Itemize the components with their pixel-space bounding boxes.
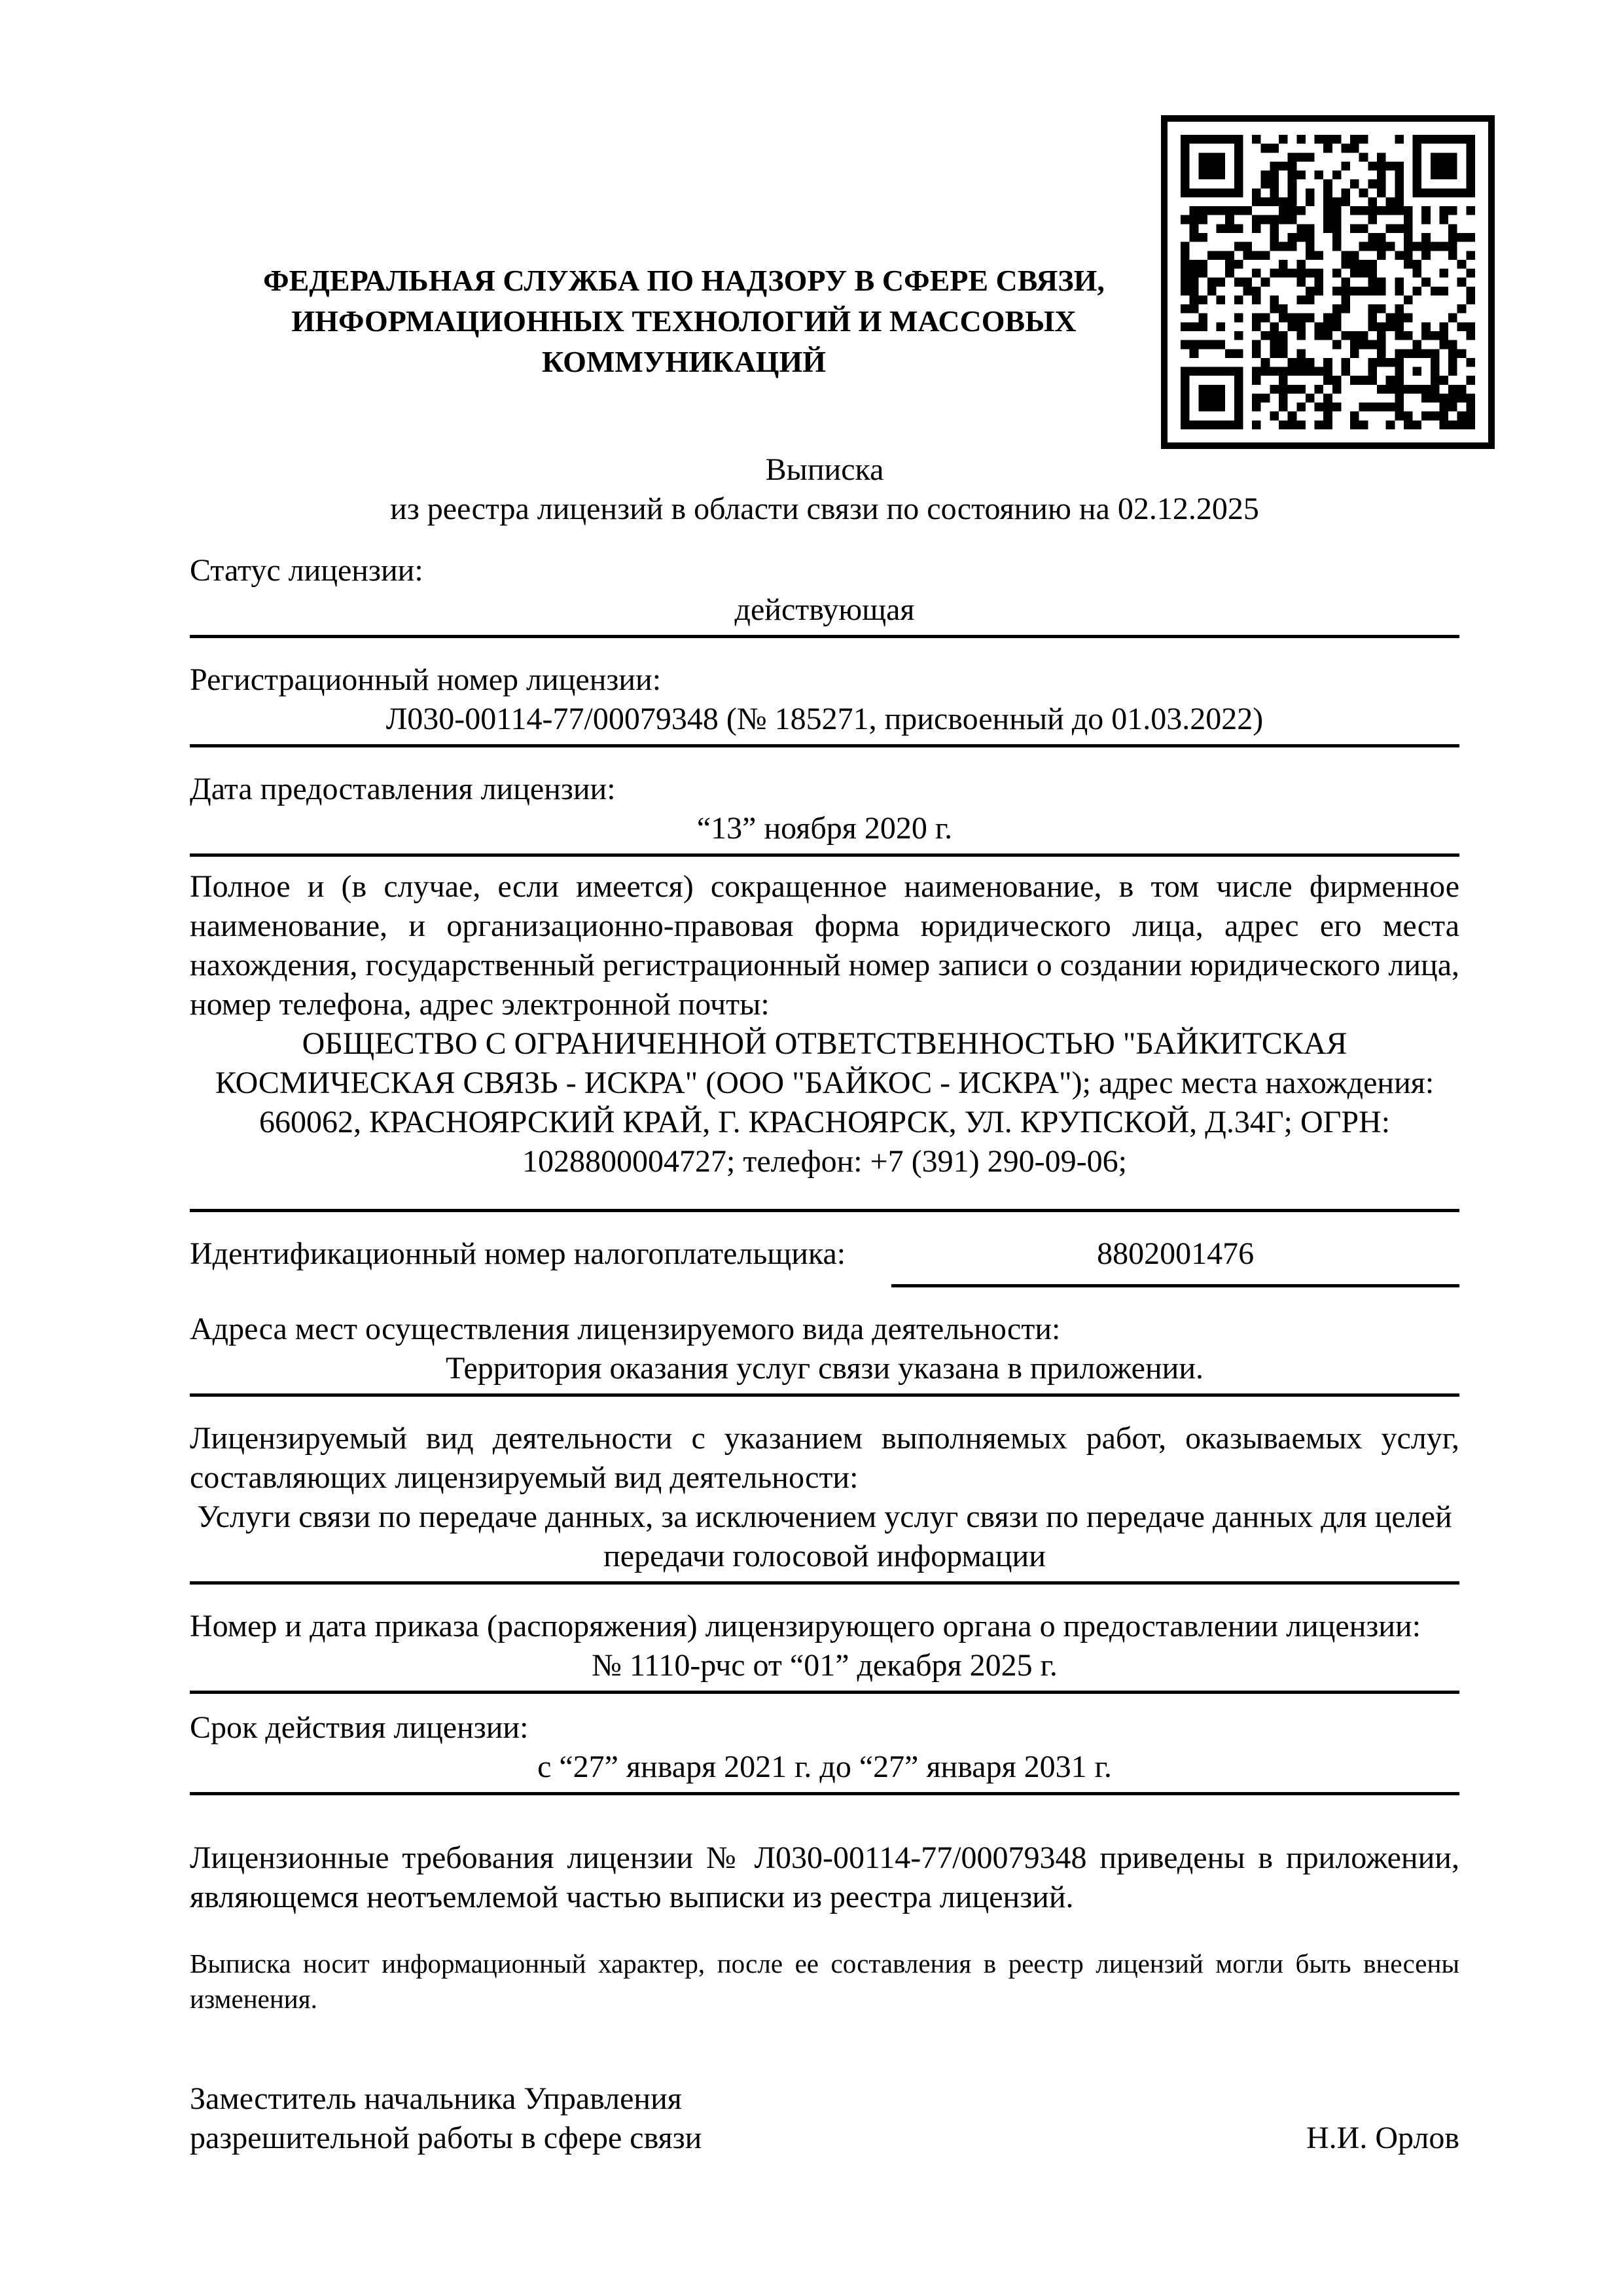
signature-block <box>190 2079 1459 2158</box>
addresses-value: Территория оказания услуг связи указана в приложении. <box>445 1351 1204 1386</box>
field-order <box>190 1607 1459 1694</box>
divider <box>190 1691 1459 1694</box>
inn-value: 8802001476 <box>891 1234 1459 1287</box>
qr-code <box>1161 115 1495 449</box>
divider <box>190 1792 1459 1795</box>
document-subtitle: из реестра лицензий в области связи по состоянию на 02.12.2025 <box>390 492 1259 526</box>
divider <box>190 1209 1459 1212</box>
grant-date-label: Дата предоставления лицензии: <box>190 772 616 806</box>
addresses-label: Адреса мест осуществления лицензируемого вида деятельности: <box>190 1312 1061 1346</box>
divider <box>190 744 1459 747</box>
signer-name: Н.И. Орлов <box>1306 2121 1459 2155</box>
grant-date-value: “13” ноября 2020 г. <box>696 811 953 846</box>
status-label: Статус лицензии: <box>190 553 423 588</box>
field-validity <box>190 1708 1459 1795</box>
activity-label: Лицензируемый вид деятельности с указанием выполняемых работ, оказываемых услуг, составляющих лицензируемый вид деятельности: <box>190 1421 1459 1495</box>
field-inn <box>190 1234 1459 1287</box>
informational-disclaimer: Выписка носит информационный характер, после ее составления в реестр лицензий могли быть внесены изменения. <box>190 1948 1459 2014</box>
status-value: действующая <box>734 592 915 627</box>
divider <box>190 853 1459 857</box>
activity-value: Услуги связи по передаче данных, за исключением услуг связи по передаче данных для целей передачи голосовой информации <box>197 1499 1452 1573</box>
license-requirements-note: Лицензионные требования лицензии № Л030-00114-77/00079348 приведены в приложении, являющемся неотъемлемой частью выписки из реестра лицензий. <box>190 1840 1459 1914</box>
agency-name: ФЕДЕРАЛЬНАЯ СЛУЖБА ПО НАДЗОРУ В СФЕРЕ СВЯЗИ, ИНФОРМАЦИОННЫХ ТЕХНОЛОГИЙ И МАССОВЫХ КОММУНИКАЦИЙ <box>263 264 1105 378</box>
field-grant-date <box>190 770 1459 857</box>
field-activity <box>190 1419 1459 1585</box>
signer-position: Заместитель начальника Управления разрешительной работы в сфере связи <box>190 2081 702 2155</box>
organization-label: Полное и (в случае, если имеется) сокращенное наименование, в том числе фирменное наименование, и организационно-правовая форма юридического лица, адрес его места нахождения, государственный регистрационный номер записи о создании юридического лица, номер телефона, адрес электронной почты: <box>190 869 1459 1022</box>
document-title: Выписка <box>765 452 884 487</box>
divider <box>190 1393 1459 1397</box>
field-addresses <box>190 1310 1459 1397</box>
order-value: № 1110-рчс от “01” декабря 2025 г. <box>592 1648 1058 1683</box>
field-organization <box>190 867 1459 1212</box>
registration-number-value: Л030-00114-77/00079348 (№ 185271, присвоенный до 01.03.2022) <box>385 702 1264 736</box>
validity-label: Срок действия лицензии: <box>190 1710 529 1745</box>
field-status <box>190 551 1459 638</box>
organization-value: ОБЩЕСТВО С ОГРАНИЧЕННОЙ ОТВЕТСТВЕННОСТЬЮ "БАЙКИТСКАЯ КОСМИЧЕСКАЯ СВЯЗЬ - ИСКРА" (ООО "БАЙКОС - ИСКРА"); адрес места нахождения: 660062, КРАСНОЯРСКИЙ КРАЙ, Г. КРАСНОЯРСК, УЛ. КРУПСКОЙ, Д.34Г; ОГРН: 1028800004727; телефон: +7 (391) 290-09-06; <box>215 1026 1435 1179</box>
validity-value: с “27” января 2021 г. до “27” января 2031 г. <box>537 1749 1112 1784</box>
registration-number-label: Регистрационный номер лицензии: <box>190 662 662 697</box>
divider <box>190 635 1459 638</box>
field-registration-number <box>190 660 1459 747</box>
inn-label: Идентификационный номер налогоплательщика: <box>190 1236 846 1271</box>
divider <box>190 1581 1459 1585</box>
order-label: Номер и дата приказа (распоряжения) лицензирующего органа о предоставлении лицензии: <box>190 1609 1421 1643</box>
